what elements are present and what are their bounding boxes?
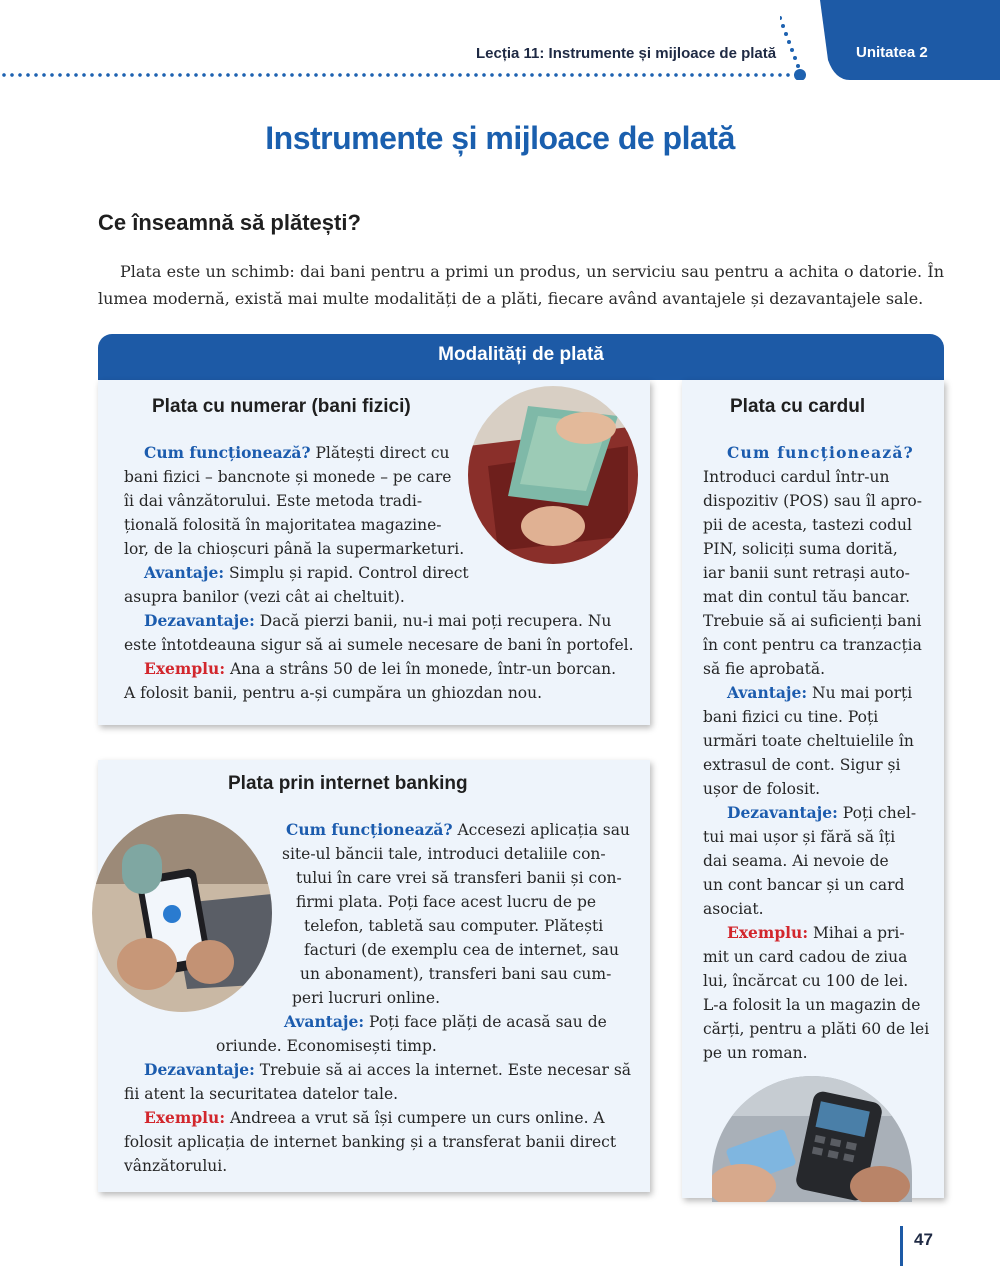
text-line: pii de acesta, tastezi codul [703,516,912,534]
page-number-divider [900,1226,903,1266]
cash-card-title: Plata cu numerar (bani fizici) [152,396,411,417]
text-line: pe un roman. [703,1044,808,1062]
text-line: telefon, tabletă sau computer. Plătești [304,917,604,935]
text-line: bani fizici cu tine. Poți [703,708,879,726]
text-line: Dacă pierzi banii, nu-i mai poți recupera. Nu [254,612,612,630]
unit-label: Unitatea 2 [856,44,928,61]
text-line: tui mai ușor și fără să îți [703,828,896,846]
unit-tab-shape [780,0,1000,80]
example-label: Exemplu: [144,1108,226,1127]
text-line: asociat. [703,900,764,918]
text-line: Nu mai porți [807,684,913,702]
disadvantages-label: Dezavantaje: [727,803,838,822]
card-payment-card-body [703,441,930,1065]
payment-methods-title: Modalități de plată [438,344,604,365]
lesson-title: Lecția 11: Instrumente și mijloace de plată [476,45,777,62]
page-number: 47 [914,1230,933,1249]
text-line: asupra banilor (vezi cât ai cheltuit). [124,588,405,606]
text-line: L-a folosit la un magazin de [703,996,921,1014]
cash-card-body [124,441,639,705]
text-line: țională folosită în majoritatea magazine- [124,516,442,534]
disadvantages-label: Dezavantaje: [144,611,255,630]
disadvantages-label: Dezavantaje: [144,1060,255,1079]
text-line: facturi (de exemplu cea de internet, sau [304,941,620,959]
text-line: să fie aprobată. [703,660,826,678]
text-line: Poți chel- [837,804,917,822]
text-line: PIN, soliciți suma dorită, [703,540,898,558]
text-line: Mihai a pri- [808,924,905,942]
text-line: Accesezi aplicația sau [452,821,630,839]
text-line: firmi plata. Poți face acest lucru de pe [296,893,597,911]
text-line: Plătești direct cu [310,444,450,462]
text-line: îi dai vânzătorului. Este metoda tradi- [124,492,423,510]
section-heading: Ce înseamnă să plătești? [98,210,361,235]
text-line: mit un card cadou de ziua [703,948,908,966]
card-payment-card-title: Plata cu cardul [730,396,866,417]
text-line: un cont bancar și un card [703,876,905,894]
example-label: Exemplu: [727,923,809,942]
intro-paragraph [98,258,944,312]
advantages-label: Avantaje: [144,563,225,582]
text-line: ușor de folosit. [703,780,821,798]
text-line: cărți, pentru a plăti 60 de lei [703,1020,930,1038]
text-line: lor, de la chioșcuri până la supermarketuri. [124,540,465,558]
how-it-works-label: Cum funcționează? [286,820,453,839]
text-line: Trebuie să ai acces la internet. Este necesar să [254,1061,632,1079]
text-line: vânzătorului. [124,1157,228,1175]
text-line: Poți face plăți de acasă sau de [364,1013,607,1031]
text-line: bani fizici – bancnote și monede – pe care [124,468,452,486]
how-it-works-label: Cum funcționează? [727,443,914,462]
text-line: lui, încărcat cu 100 de lei. [703,972,909,990]
text-line: Andreea a vrut să își cumpere un curs online. A [225,1109,605,1127]
text-line: Ana a strâns 50 de lei în monede, într-un borcan. [225,660,617,678]
text-line: Trebuie să ai suficienți bani [703,612,922,630]
page-title: Instrumente și mijloace de plată [265,120,735,156]
how-it-works-label: Cum funcționează? [144,443,311,462]
text-line: peri lucruri online. [292,989,441,1007]
advantages-label: Avantaje: [727,683,808,702]
text-line: Simplu și rapid. Control direct [224,564,469,582]
text-line: dispozitiv (POS) sau îl apro- [703,492,922,510]
text-line: este întotdeauna sigur să ai sumele necesare de bani în portofel. [124,636,634,654]
internet-banking-card-title: Plata prin internet banking [228,773,468,794]
dotted-divider [0,72,800,78]
text-line: mat din contul tău bancar. [703,588,911,606]
text-line: un abonament), transferi bani sau cum- [300,965,612,983]
intro-line: lumea modernă, există mai multe modalități de a plăti, fiecare având avantajele și dezavantajele sale. [98,289,924,308]
text-line: iar banii sunt retrași auto- [703,564,910,582]
text-line: urmări toate cheltuielile în [703,732,914,750]
payment-methods-header [98,334,944,380]
example-label: Exemplu: [144,659,226,678]
text-line: tului în care vrei să transferi banii și con- [296,869,622,887]
intro-line: Plata este un schimb: dai bani pentru a primi un produs, un serviciu sau pentru a achita o datorie. În [120,262,944,281]
text-line: folosit aplicația de internet banking și a transferat banii direct [124,1133,617,1151]
internet-banking-card-body [124,818,639,1178]
text-line: oriunde. Economisești timp. [216,1037,437,1055]
text-line: fii atent la securitatea datelor tale. [124,1085,399,1103]
text-line: în cont pentru ca tranzacția [703,636,922,654]
advantages-label: Avantaje: [284,1012,365,1031]
text-line: Introduci cardul într-un [703,468,890,486]
text-line: dai seama. Ai nevoie de [703,852,889,870]
text-line: extrasul de cont. Sigur și [703,756,901,774]
text-line: site-ul băncii tale, introduci detaliile con- [282,845,606,863]
text-line: A folosit banii, pentru a-și cumpăra un ghiozdan nou. [124,684,543,702]
